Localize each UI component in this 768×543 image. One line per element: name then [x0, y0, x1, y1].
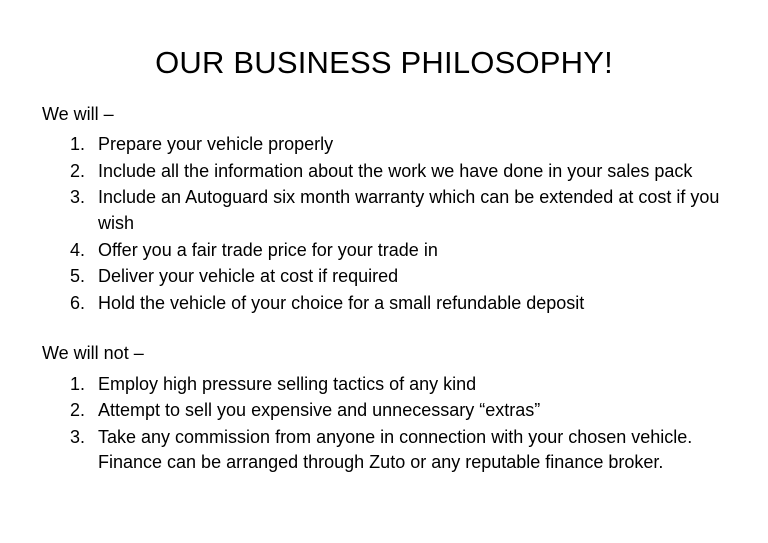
list-item: 5. Deliver your vehicle at cost if required	[90, 264, 728, 290]
list-item: 3. Take any commission from anyone in connection with your chosen vehicle. Finance can be arranged through Zuto or any reputable finance broker.	[90, 425, 728, 476]
list-item: 2. Include all the information about the work we have done in your sales pack	[90, 159, 728, 185]
section-lead-will-not: We will not –	[42, 343, 144, 364]
slide-body	[0, 102, 768, 476]
list-will-not	[42, 372, 728, 476]
section-lead-will: We will –	[42, 104, 114, 125]
list-item: 4. Offer you a fair trade price for your trade in	[90, 238, 728, 264]
page-title: OUR BUSINESS PHILOSOPHY!	[155, 45, 613, 80]
list-will	[42, 132, 728, 316]
section-divider	[42, 317, 728, 327]
list-item: 6. Hold the vehicle of your choice for a small refundable deposit	[90, 291, 728, 317]
list-item: 1. Prepare your vehicle properly	[90, 132, 728, 158]
list-item: 1. Employ high pressure selling tactics of any kind	[90, 372, 728, 398]
list-item: 2. Attempt to sell you expensive and unnecessary “extras”	[90, 398, 728, 424]
list-item: 3. Include an Autoguard six month warranty which can be extended at cost if you wish	[90, 185, 728, 236]
